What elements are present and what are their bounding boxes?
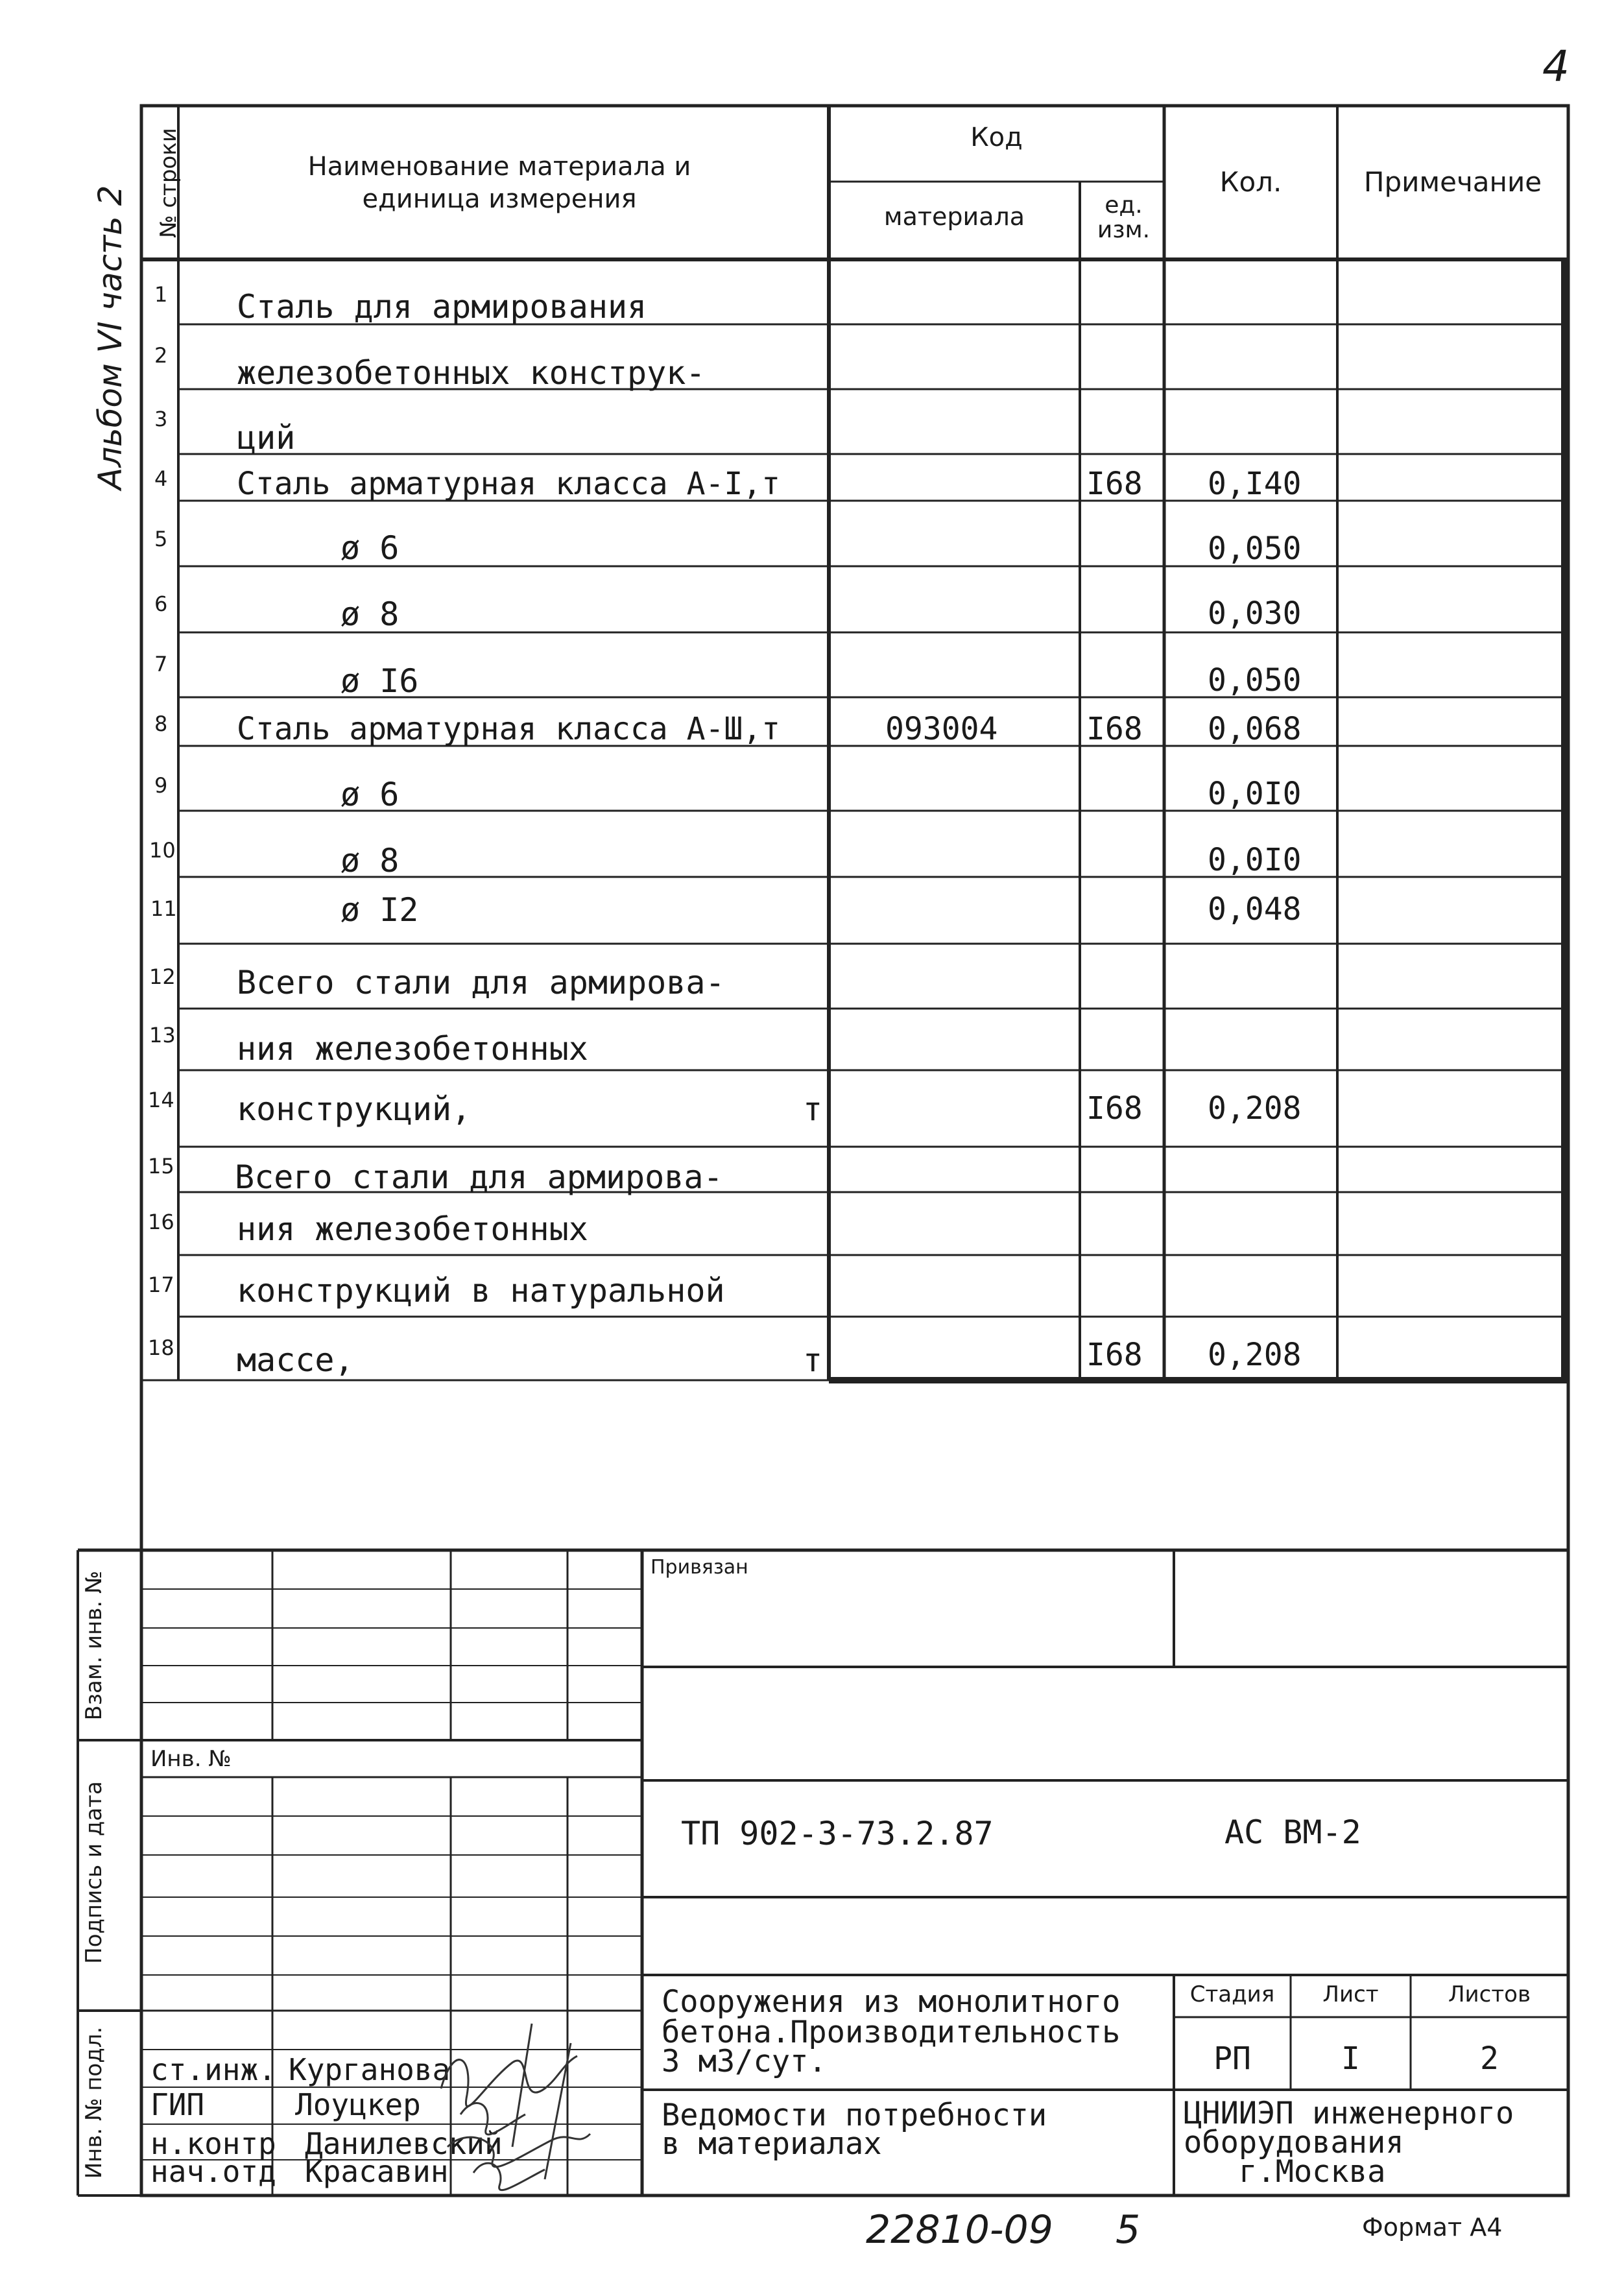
side-label-vzam: Взам. инв. №	[81, 1570, 107, 1721]
row-quantity: 0,I40	[1208, 466, 1302, 502]
header-material-name: Наименование материала и единица измерения	[307, 152, 691, 214]
row-number: 13	[149, 1023, 176, 1047]
sheets-label: Листов	[1448, 1981, 1531, 2007]
row-name: ций	[237, 419, 296, 457]
row-name: ø I2	[340, 891, 419, 929]
row-name: массе,	[237, 1341, 354, 1379]
signer-name: Лоуцкер	[295, 2087, 421, 2122]
project-title-line: бетона.Производительность	[662, 2015, 1121, 2050]
organization-line: ЦНИИЭП инженерного	[1184, 2096, 1514, 2131]
signer-name: Курганова	[289, 2052, 451, 2087]
row-unit-code: I68	[1086, 711, 1143, 747]
row-number: 10	[149, 838, 176, 863]
row-number: 12	[149, 964, 176, 989]
row-name: Всего стали для армирова-	[237, 964, 725, 1001]
project-title-line: Сооружения из монолитного	[662, 1984, 1121, 2020]
album-label: Альбом VI часть 2	[91, 185, 129, 490]
row-material-code: 093004	[885, 711, 998, 747]
row-number: 3	[154, 407, 168, 431]
signer-role: нач.отд	[150, 2154, 276, 2189]
project-title-line: 3 м3/сут.	[662, 2044, 827, 2079]
row-number: 6	[154, 592, 168, 616]
organization-line: оборудования	[1184, 2125, 1404, 2160]
signer-name: Красавин	[305, 2154, 449, 2189]
row-name: конструкций в натуральной	[237, 1272, 725, 1310]
row-number: 15	[148, 1154, 174, 1178]
row-name: ø I6	[340, 662, 419, 700]
row-quantity: 0,050	[1208, 662, 1302, 699]
row-quantity: 0,068	[1208, 711, 1302, 747]
header-note: Примечание	[1363, 166, 1542, 198]
row-quantity: 0,0I0	[1208, 842, 1302, 878]
row-number: 18	[148, 1335, 174, 1360]
row-unit-suffix: т	[803, 1090, 823, 1128]
row-name: Всего стали для армирова-	[235, 1158, 723, 1196]
row-name: конструкций,	[237, 1090, 472, 1128]
handwritten-page-number: 4	[1542, 42, 1570, 91]
row-number: 7	[154, 652, 168, 676]
row-name: Сталь арматурная класса А-Ш,т	[237, 711, 781, 747]
side-label-inv: Инв. № подл.	[81, 2026, 107, 2179]
organization-line: г.Москва	[1239, 2154, 1386, 2190]
sheet-value: I	[1341, 2040, 1360, 2077]
archive-number: 22810-09	[866, 2207, 1053, 2253]
header-row-number: № строки	[156, 128, 182, 238]
row-quantity: 0,048	[1208, 891, 1302, 927]
header-code: Код	[970, 123, 1023, 152]
row-quantity: 0,208	[1208, 1090, 1302, 1127]
privyazan-label: Привязан	[651, 1556, 748, 1579]
row-number: 1	[154, 282, 168, 307]
row-number: 17	[148, 1273, 174, 1297]
row-unit-code: I68	[1086, 1090, 1143, 1127]
document-code: ТП 902-3-73.2.87	[681, 1815, 994, 1852]
row-quantity: 0,208	[1208, 1337, 1302, 1373]
format-label: Формат А4	[1362, 2213, 1503, 2242]
row-quantity: 0,030	[1208, 595, 1302, 632]
sheet-subtitle-line: Ведомости потребности	[662, 2098, 1047, 2133]
side-label-podpis: Подпись и дата	[81, 1781, 107, 1964]
signer-role: ГИП	[150, 2087, 205, 2122]
row-name: ø 8	[340, 595, 400, 633]
row-name: Сталь арматурная класса А-I,т	[237, 466, 781, 502]
header-code-material: материала	[883, 202, 1025, 231]
signer-role: ст.инж.	[150, 2052, 276, 2087]
sheet-code: АС ВМ-2	[1224, 1813, 1361, 1851]
sheet-subtitle-line: в материалах	[662, 2126, 882, 2162]
row-number: 8	[154, 712, 168, 736]
row-number: 9	[154, 773, 168, 798]
row-quantity: 0,0I0	[1208, 776, 1302, 812]
row-unit-suffix: т	[803, 1341, 823, 1379]
row-number: 4	[154, 466, 168, 491]
row-number: 2	[154, 343, 168, 368]
row-name: Сталь для армирования	[237, 288, 647, 326]
header-code-unit: ед. изм.	[1097, 192, 1151, 243]
row-number: 11	[150, 896, 177, 921]
row-number: 5	[154, 527, 168, 551]
row-name: ø 6	[340, 776, 400, 813]
row-unit-code: I68	[1086, 1337, 1143, 1373]
row-name: железобетонных конструк-	[237, 354, 706, 392]
header-quantity: Кол.	[1219, 166, 1282, 198]
signer-name: Данилевский	[305, 2126, 503, 2161]
stage-value: РП	[1213, 2040, 1251, 2077]
row-quantity: 0,050	[1208, 531, 1302, 567]
row-name: ø 6	[340, 529, 400, 567]
inv-no-label: Инв. №	[150, 1746, 232, 1772]
signer-role: н.контр	[150, 2126, 276, 2161]
row-name: ния железобетонных	[237, 1030, 588, 1068]
sheets-value: 2	[1480, 2040, 1499, 2077]
row-unit-code: I68	[1086, 466, 1143, 502]
row-number: 14	[148, 1088, 174, 1112]
sheet-label: Лист	[1322, 1981, 1379, 2007]
signature-scribbles	[415, 2017, 623, 2205]
row-number: 16	[148, 1210, 174, 1234]
row-name: ния железобетонных	[237, 1210, 588, 1248]
footer-page-number: 5	[1116, 2207, 1141, 2253]
stage-label: Стадия	[1189, 1981, 1275, 2007]
row-name: ø 8	[340, 842, 400, 879]
